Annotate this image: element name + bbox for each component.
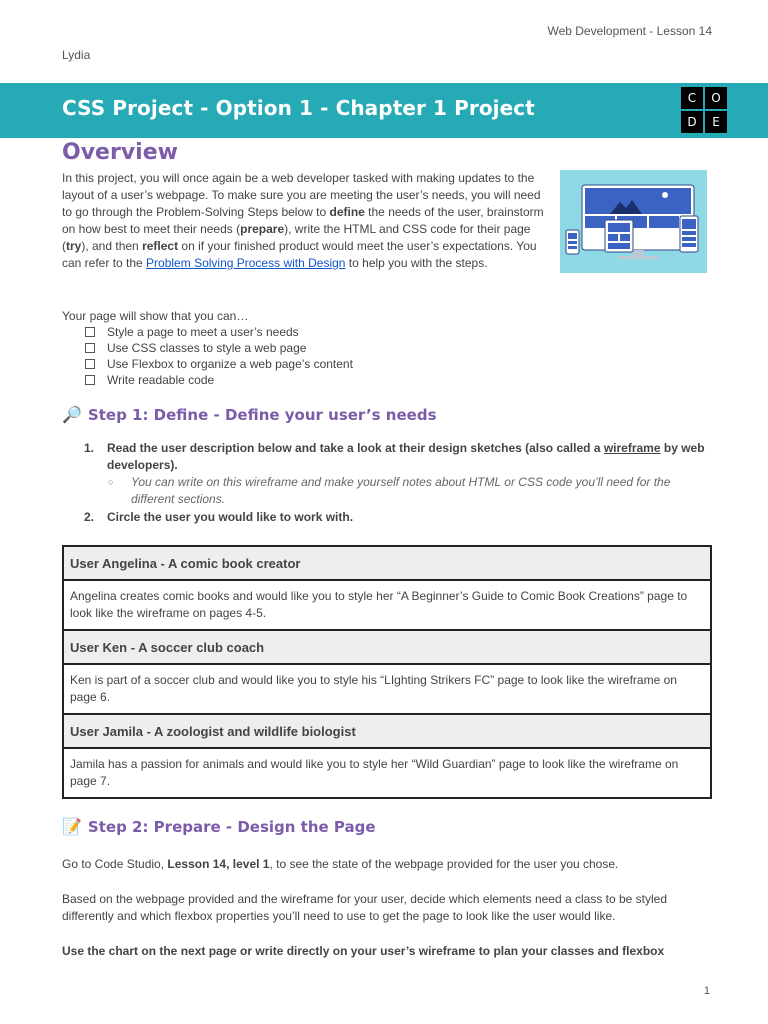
overview-heading: Overview [62,140,178,165]
text: You can write on this wireframe and make yourself notes about HTML or CSS code you’ll need for the different sections. [131,475,671,506]
list-number: 1. [84,441,95,455]
checkbox-bullet-icon [85,343,95,353]
capabilities-intro: Your page will show that you can… [62,309,249,323]
text: ), and then [81,239,143,253]
text: ), write the HTML and CSS code for their page ( [62,222,531,253]
list-item [84,440,709,474]
list-item [84,509,709,526]
table-row [63,664,711,714]
text: on if your finished product would meet the user’s expectations. You can refer to the [62,239,537,270]
text: In this project, you will once again be a web developer tasked with making updates to the layout of a user’s webpage. To make sure you are meeting the user’s needs, you will need to go through the Problem-Solving Steps below to [62,171,541,219]
list-item-text: Style a page to meet a user’s needs [107,325,299,339]
memo-icon: 📝 [62,817,82,836]
checkbox-bullet-icon [85,359,95,369]
user-title-cell: User Ken - A soccer club coach [63,630,711,664]
logo-letter: D [681,111,703,133]
bold-text: Lesson 14, level 1 [167,857,270,871]
student-name: Lydia [62,48,91,62]
circle-bullet-icon: ○ [108,477,114,487]
page-title: CSS Project - Option 1 - Chapter 1 Project [62,96,535,120]
bold-text: reflect [142,239,179,253]
text: by web developers). [107,441,705,472]
list-item-text: Write readable code [107,373,215,387]
title-banner [0,83,768,138]
list-number: 2. [84,510,95,524]
bold-text: define [329,205,365,219]
text: Read the user description below and take a look at their design sketches (also called a [107,441,604,455]
table-row [63,630,711,664]
text: , to see the state of the webpage provided for the user you chose. [269,857,619,871]
overview-paragraph [62,170,548,272]
user-desc-cell: Ken is part of a soccer club and would like you to style his “LIghting Strikers FC” page to look like the wireframe on page 6. [63,664,711,714]
table-row [63,580,711,630]
step2-heading-text: Step 2: Prepare - Design the Page [87,817,376,836]
step1-heading-text: Step 1: Define - Define your user’s needs [87,405,437,424]
checkbox-bullet-icon [85,327,95,337]
step2-paragraph-1 [62,856,712,873]
bold-text: try [66,239,82,253]
table-row [63,546,711,580]
sub-list-item [84,474,709,508]
text: Go to Code Studio, [62,857,168,871]
capabilities-list [62,324,353,388]
table-row [63,714,711,748]
capabilities-section [62,308,353,388]
web-devices-illustration [560,170,707,273]
logo-letter: O [705,87,727,109]
step2-paragraph-2: Based on the webpage provided and the wireframe for your user, decide which elements need a class to be styled differently and which flexbox properties you’ll need to use to get the page to look like the user would like. [62,892,668,923]
step1-heading [62,405,437,424]
table-row [63,748,711,798]
list-item [85,372,353,388]
step1-instructions [84,440,709,526]
user-desc-cell: Jamila has a passion for animals and would like you to style her “Wild Guardian” page to look like the wireframe on page 7. [63,748,711,798]
page-number: 1 [703,985,710,997]
code-logo [681,87,727,133]
checkbox-bullet-icon [85,375,95,385]
user-title-cell: User Jamila - A zoologist and wildlife biologist [63,714,711,748]
user-desc-cell: Angelina creates comic books and would like you to style her “A Beginner’s Guide to Comic Book Creations” page to look like the wireframe on pages 4-5. [63,580,711,630]
text: Circle the user you would like to work with. [107,510,354,524]
header-course: Web Development - Lesson 14 [547,24,712,38]
list-item-text: Use CSS classes to style a web page [107,341,307,355]
bold-text: prepare [240,222,285,236]
problem-solving-link[interactable]: Problem Solving Process with Design [146,256,346,270]
user-title-cell: User Angelina - A comic book creator [63,546,711,580]
list-item [85,356,353,372]
list-item [85,324,353,340]
step2-paragraph-3: Use the chart on the next page or write directly on your user’s wireframe to plan your classes and flexbox [62,944,665,958]
logo-letter: E [705,111,727,133]
magnifier-icon: 🔎 [62,405,82,424]
logo-letter: C [681,87,703,109]
wireframe-term: wireframe [603,441,661,455]
users-table [62,545,712,799]
step2-heading [62,817,376,836]
text: to help you with the steps. [345,256,488,270]
list-item [85,340,353,356]
text: the needs of the user, brainstorm on how best to meet their needs ( [62,205,544,236]
list-item-text: Use Flexbox to organize a web page’s content [107,357,353,371]
